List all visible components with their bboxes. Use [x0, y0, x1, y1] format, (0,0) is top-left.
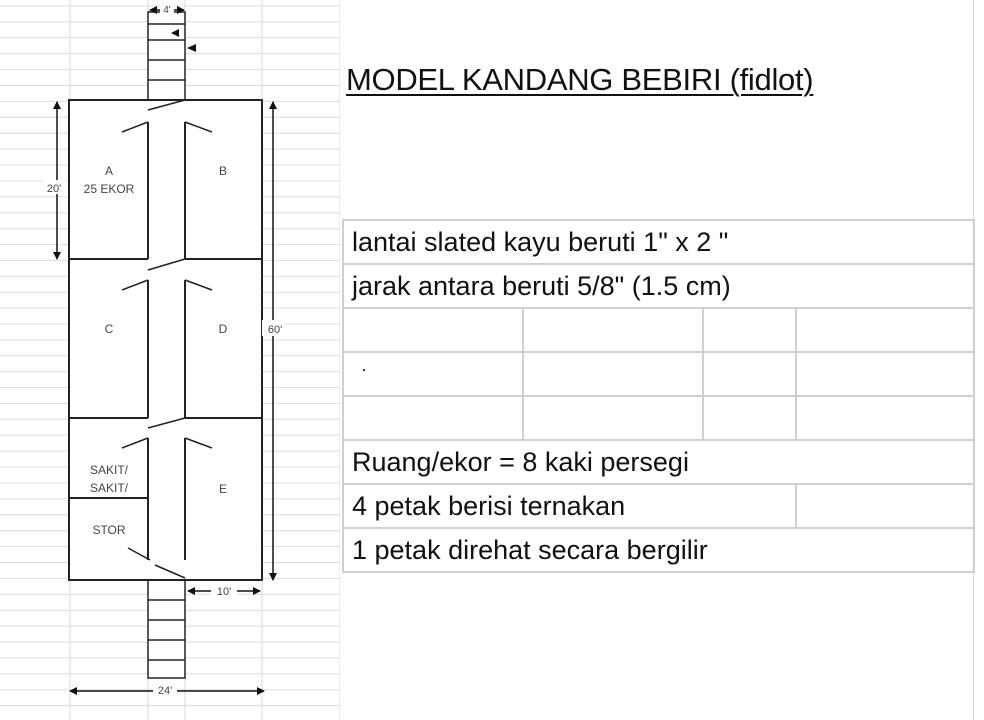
info-row: [343, 528, 974, 572]
top-ramp: [148, 12, 185, 100]
pen-c-label: C: [104, 322, 114, 336]
slat-gap-cell[interactable]: jarak antara beruti 5/8" (1.5 cm): [343, 264, 974, 308]
space-per-head-cell[interactable]: Ruang/ekor = 8 kaki persegi: [343, 440, 974, 484]
aisle-width-label: 10': [216, 586, 232, 598]
occupied-pens-cell[interactable]: 4 petak berisi ternakan: [343, 484, 796, 528]
total-length-label: 60': [267, 324, 283, 336]
empty-cell[interactable]: [523, 396, 703, 440]
pen-length-label: 20': [46, 183, 62, 195]
empty-cell[interactable]: [796, 308, 974, 352]
small-arrow-2: [187, 44, 196, 52]
pen-floor-plan: [0, 0, 340, 720]
total-width-label: 24': [157, 685, 173, 697]
info-row: [343, 484, 974, 528]
empty-cell[interactable]: [703, 352, 796, 396]
pen-walls: [69, 100, 262, 580]
empty-cell[interactable]: [703, 308, 796, 352]
empty-cell[interactable]: [523, 352, 703, 396]
info-table: [342, 219, 975, 573]
pen-e-label: E: [218, 482, 228, 496]
info-row: [343, 264, 974, 308]
top-width-label: 4': [163, 5, 171, 16]
empty-cell[interactable]: [796, 396, 974, 440]
empty-cell[interactable]: [343, 396, 523, 440]
info-row: [343, 308, 974, 352]
empty-cell[interactable]: [703, 396, 796, 440]
pen-a-capacity: 25 EKOR: [83, 182, 135, 196]
sick-pen-label-2: SAKIT/: [89, 481, 129, 495]
pen-a-label: A: [104, 164, 114, 178]
resting-pen-cell[interactable]: 1 petak direhat secara bergilir: [343, 528, 974, 572]
total-width-dimension: [70, 683, 264, 697]
total-length-dimension: [262, 102, 286, 580]
empty-cell[interactable]: [523, 308, 703, 352]
empty-cell[interactable]: [796, 484, 974, 528]
store-label: STOR: [92, 523, 126, 537]
info-row: [343, 220, 974, 264]
floor-spec-cell[interactable]: lantai slated kayu beruti 1" x 2 ": [343, 220, 974, 264]
aisle-width-dimension: [188, 584, 260, 598]
empty-cell[interactable]: [343, 308, 523, 352]
stray-dot: [363, 369, 365, 371]
info-row: [343, 440, 974, 484]
bottom-ramp: [148, 580, 185, 678]
empty-cell[interactable]: [796, 352, 974, 396]
info-row: [343, 396, 974, 440]
empty-cell[interactable]: [343, 352, 523, 396]
info-row: [343, 352, 974, 396]
sick-pen-label-1: SAKIT/: [89, 463, 129, 477]
pen-d-label: D: [218, 322, 228, 336]
pen-b-label: B: [218, 164, 228, 178]
page-title: MODEL KANDANG BEBIRI (fidlot): [346, 62, 814, 97]
pen-length-dimension: [43, 102, 65, 259]
